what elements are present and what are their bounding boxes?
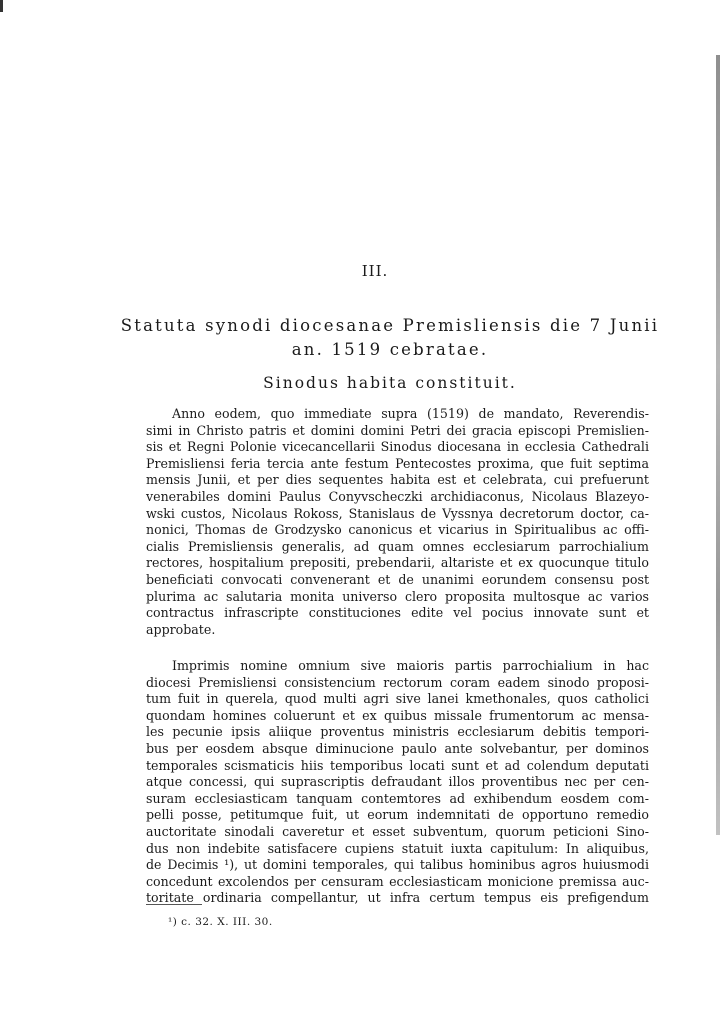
text-line: tum fuit in querela, quod multi agri sive lanei kmethonales, quos catholici	[146, 691, 649, 707]
text-line: plurima ac salutaria monita universo clero proposita multosque ac varios	[146, 588, 649, 604]
footnote-rule	[146, 904, 202, 905]
text-line: Premisliensi feria tercia ante festum Pentecostes proxima, que fuit septima	[146, 455, 649, 471]
title-line-2: an. 1519 cebratae.	[291, 340, 489, 359]
text-line: Imprimis nomine omnium sive maioris partis parrochialium in hac	[172, 658, 649, 673]
text-line: pelli posse, petitumque fuit, ut eorum indemnitati de opportuno remedio	[146, 807, 649, 823]
text-line: auctoritate sinodali caveretur et esset subventum, quorum peticioni Sino-	[146, 823, 649, 839]
text-line: beneficiati convocati convenerant et de unanimi eorundem consensu post	[146, 571, 649, 587]
scan-binding-edge	[716, 55, 720, 835]
text-line: cialis Premisliensis generalis, ad quam omnes ecclesiarum parrochialium	[146, 538, 649, 554]
text-line: toritate ordinaria compellantur, ut infra certum tempus eis prefigendum	[146, 890, 649, 906]
text-line: atque concessi, qui suprascriptis defraudant illos proventibus nec per cen-	[146, 774, 649, 790]
text-line: simi in Christo patris et domini domini Petri dei gracia episcopi Premislien-	[146, 422, 649, 438]
text-line: sis et Regni Polonie vicecancellarii Sinodus diocesana in ecclesia Cathedrali	[146, 439, 649, 455]
text-line: Anno eodem, quo immediate supra (1519) de mandato, Reverendis-	[172, 406, 649, 421]
text-line: nonici, Thomas de Grodzysko canonicus et vicarius in Spiritualibus ac offi-	[146, 522, 649, 538]
paragraph-2	[146, 658, 649, 907]
text-line: rectores, hospitalium prepositi, prebendarii, altariste et ex quocunque titulo	[146, 555, 649, 571]
chapter-number: III.	[361, 262, 389, 280]
text-line: concedunt excolendos per censuram ecclesiasticam monicione premissa auc-	[146, 873, 649, 889]
text-line: wski custos, Nicolaus Rokoss, Stanislaus de Vyssnya decretorum doctor, ca-	[146, 505, 649, 521]
text-line: dus non indebite satisfacere cupiens statuit iuxta capitulum: In aliquibus,	[146, 840, 649, 856]
document-title	[120, 314, 660, 362]
footnote: ¹) c. 32. X. III. 30.	[168, 916, 273, 928]
text-line: diocesi Premisliensi consistencium rectorum coram eadem sinodo proposi-	[146, 674, 649, 690]
text-line: les pecunie ipsis aliique proventus ministris ecclesiarum debitis tempori-	[146, 724, 649, 740]
text-line: temporales scismaticis hiis temporibus locati sunt et ad colendum deputati	[146, 757, 649, 773]
text-line: de Decimis ¹), ut domini temporales, qui talibus hominibus agros huiusmodi	[146, 857, 649, 873]
text-line: approbate.	[146, 621, 216, 637]
text-line: quondam homines coluerunt et ex quibus missale frumentorum ac mensa-	[146, 707, 649, 723]
paragraph-1	[146, 406, 649, 638]
title-line-1: Statuta synodi diocesanae Premisliensis die 7 Junii	[120, 316, 660, 335]
text-line: mensis Junii, et per dies sequentes habita est et celebrata, cui prefuerunt	[146, 472, 649, 488]
text-line: suram ecclesiasticam tanquam contemtores ad exhibendum eosdem com-	[146, 790, 649, 806]
text-line: bus per eosdem absque diminucione paulo ante solvebantur, per dominos	[146, 740, 649, 756]
text-line: contractus infrascripte constituciones edite vel pocius innovate sunt et	[146, 605, 649, 621]
text-line: venerabiles domini Paulus Conyvscheczki archidiaconus, Nicolaus Blazeyo-	[146, 488, 649, 504]
section-subtitle: Sinodus habita constituit.	[263, 374, 517, 392]
scan-edge-mark	[0, 0, 3, 12]
